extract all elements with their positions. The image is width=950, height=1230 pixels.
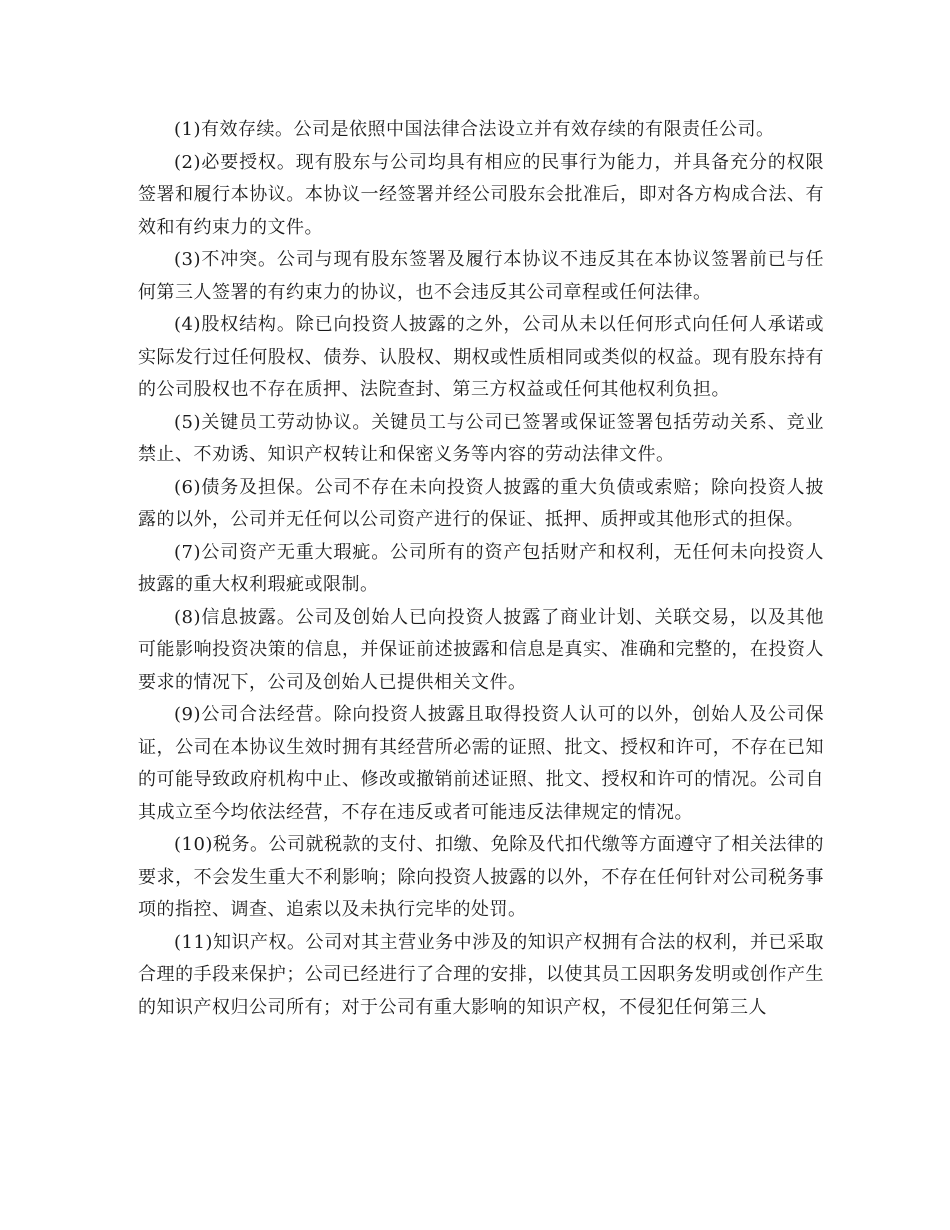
paragraph-10-taxation: (10)税务。公司就税款的支付、扣缴、免除及代扣代缴等方面遵守了相关法律的要求，不会发生重大不利影响；除向投资人披露的以外，不存在任何针对公司税务事项的指控、调查、追索以及未执行完毕的处罚。: [138, 834, 824, 920]
paragraph-3-no-conflict: (3)不冲突。公司与现有股东签署及履行本协议不违反其在本协议签署前已与任何第三人签署的有约束力的协议，也不会违反其公司章程或任何法律。: [138, 249, 824, 303]
paragraph-2-necessary-authorization: (2)必要授权。现有股东与公司均具有相应的民事行为能力，并具备充分的权限签署和履行本协议。本协议一经签署并经公司股东会批准后，即对各方构成合法、有效和有约束力的文件。: [138, 151, 824, 238]
paragraph-1-valid-existence: (1)有效存续。公司是依照中国法律合法设立并有效存续的有限责任公司。: [174, 119, 775, 140]
paragraph-5-key-employee-agreements: (5)关键员工劳动协议。关键员工与公司已签署或保证签署包括劳动关系、竞业禁止、不劝诱、知识产权转让和保密义务等内容的劳动法律文件。: [138, 411, 824, 465]
paragraph-9-lawful-operation: (9)公司合法经营。除向投资人披露且取得投资人认可的以外，创始人及公司保证，公司在本协议生效时拥有其经营所必需的证照、批文、授权和许可，不存在已知的可能导致政府机构中止、修改或撤销前述证照、批文、授权和许可的情况。公司自其成立至今均依法经营，不存在违反或者可能违反法律规定的情况。: [138, 704, 824, 823]
paragraph-11-intellectual-property: (11)知识产权。公司对其主营业务中涉及的知识产权拥有合法的权利，并已采取合理的手段来保护；公司已经进行了合理的安排，以使其员工因职务发明或创作产生的知识产权归公司所有；对于公司有重大影响的知识产权，不侵犯任何第三人: [138, 931, 824, 1018]
paragraph-7-asset-defects: (7)公司资产无重大瑕疵。公司所有的资产包括财产和权利，无任何未向投资人披露的重大权利瑕疵或限制。: [138, 541, 824, 595]
paragraph-8-information-disclosure: (8)信息披露。公司及创始人已向投资人披露了商业计划、关联交易，以及其他可能影响投资决策的信息，并保证前述披露和信息是真实、准确和完整的，在投资人要求的情况下，公司及创始人已提供相关文件。: [138, 606, 824, 693]
paragraph-6-debts-and-guarantees: (6)债务及担保。公司不存在未向投资人披露的重大负债或索赔；除向投资人披露的以外，公司并无任何以公司资产进行的保证、抵押、质押或其他形式的担保。: [138, 476, 824, 530]
document-body: [138, 114, 824, 1024]
paragraph-4-equity-structure: (4)股权结构。除已向投资人披露的之外，公司从未以任何形式向任何人承诺或实际发行过任何股权、债券、认股权、期权或性质相同或类似的权益。现有股东持有的公司股权也不存在质押、法院查封、第三方权益或任何其他权利负担。: [138, 314, 824, 400]
